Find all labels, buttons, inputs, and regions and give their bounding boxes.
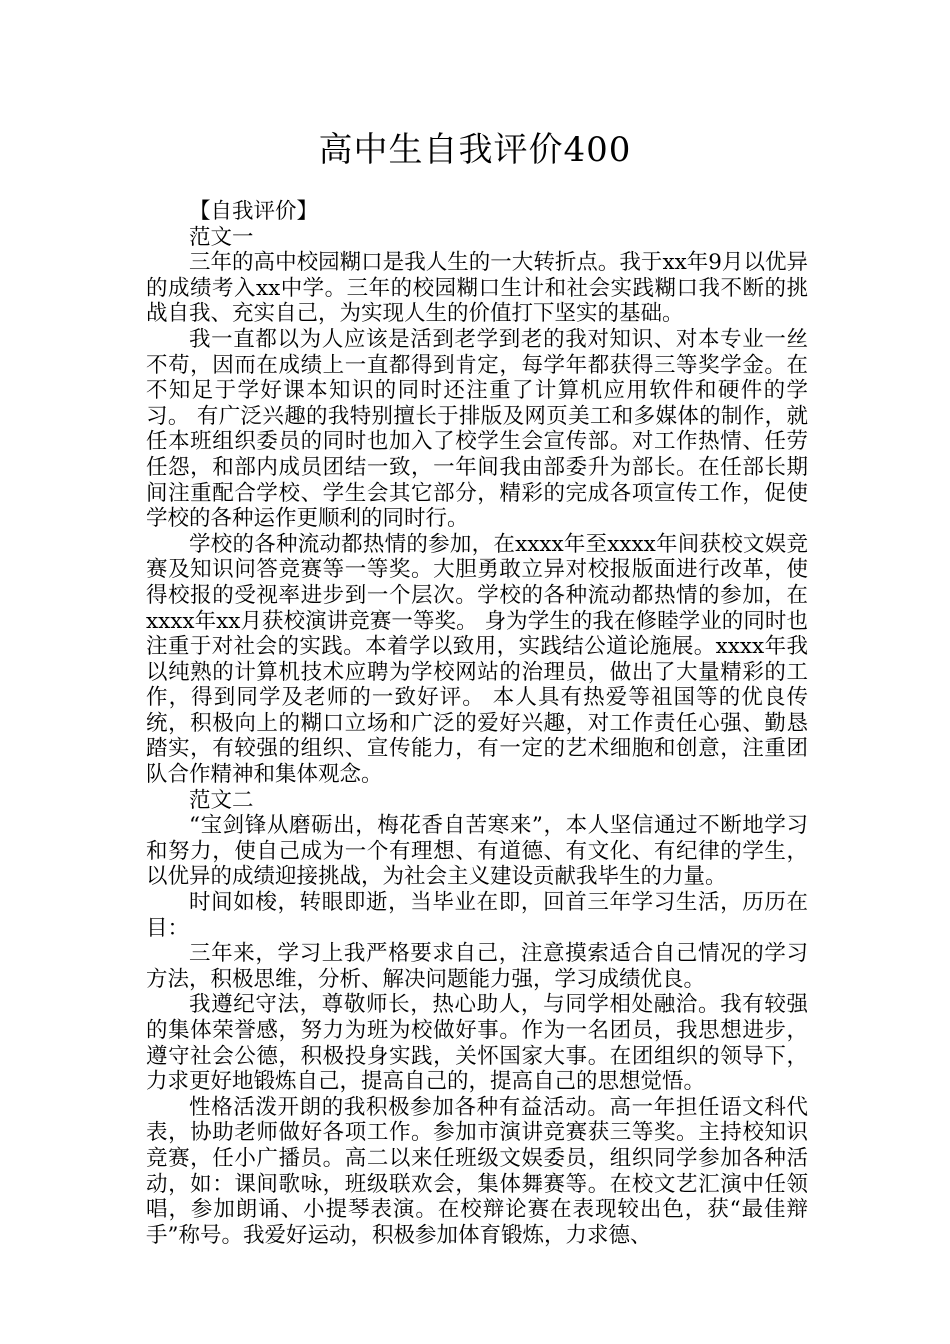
paragraph: 时间如梭，转眼即逝，当毕业在即，回首三年学习生活，历历在目： (146, 890, 808, 941)
paragraph: 三年来，学习上我严格要求自己，注意摸索适合自己情况的学习方法，积极思维，分析、解决问题能力强，学习成绩优良。 (146, 941, 808, 992)
sample2-heading: 范文二 (189, 787, 254, 813)
paragraph: 我遵纪守法，尊敬师长，热心助人，与同学相处融洽。我有较强的集体荣誉感，努力为班为校做好事。作为一名团员，我思想进步，遵守社会公德，积极投身实践，关怀国家大事。在团组织的领导下，力求更好地锻炼自己，提高自己的，提高自己的思想觉悟。 (146, 992, 808, 1095)
paragraph: 学校的各种流动都热情的参加，在xxxx年至xxxx年间获校文娱竞赛及知识问答竞赛等一等奖。大胆勇敢立异对校报版面进行改革，使得校报的受视率进步到一个层次。学校的各种流动都热情的参加，在xxxx年xx月获校演讲竞赛一等奖。 身为学生的我在修睦学业的同时也注重于对社会的实践。本着学以致用，实践结公道论施展。xxxx年我以纯熟的计算机技术应聘为学校网站的治理员，做出了大量精彩的工作，得到同学及老师的一致好评。 本人具有热爱等祖国等的优良传统，积极向上的糊口立场和广泛的爱好兴趣，对工作责任心强、勤恳踏实，有较强的组织、宣传能力，有一定的艺术细胞和创意，注重团队合作精神和集体观念。 (146, 531, 808, 788)
paragraph: 性格活泼开朗的我积极参加各种有益活动。高一年担任语文科代表，协助老师做好各项工作。参加市演讲竞赛获三等奖。主持校知识竞赛，任小广播员。高二以来任班级文娱委员，组织同学参加各种活动，如：课间歌咏，班级联欢会，集体舞赛等。在校文艺汇演中任领唱，参加朗诵、小提琴表演。在校辩论赛在表现较出色，获“最佳辩手”称号。我爱好运动，积极参加体育锻炼，力求德、 (146, 1094, 808, 1248)
paragraph: “宝剑锋从磨砺出，梅花香自苦寒来”，本人坚信通过不断地学习和努力，使自己成为一个有理想、有道德、有文化、有纪律的学生，以优异的成绩迎接挑战，为社会主义建设贡献我毕生的力量。 (146, 813, 808, 890)
document-title: 高中生自我评价400 (318, 130, 632, 170)
document-body (146, 199, 808, 1248)
section-heading: 【自我评价】 (189, 199, 319, 224)
paragraph: 我一直都以为人应该是活到老学到老的我对知识、对本专业一丝不苟，因而在成绩上一直都得到肯定，每学年都获得三等奖学金。在不知足于学好课本知识的同时还注重了计算机应用软件和硬件的学习。 有广泛兴趣的我特别擅长于排版及网页美工和多媒体的制作，就任本班组织委员的同时也加入了校学生会宣传部。对工作热情、任劳任怨，和部内成员团结一致，一年间我由部委升为部长。在任部长期间注重配合学校、学生会其它部分，精彩的完成各项宣传工作，促使学校的各种运作更顺利的同时行。 (146, 326, 808, 532)
sample1-heading: 范文一 (189, 224, 254, 250)
paragraph: 三年的高中校园糊口是我人生的一大转折点。我于xx年9月以优异的成绩考入xx中学。三年的校园糊口生计和社会实践糊口我不断的挑战自我、充实自己，为实现人生的价值打下坚实的基础。 (146, 250, 808, 327)
